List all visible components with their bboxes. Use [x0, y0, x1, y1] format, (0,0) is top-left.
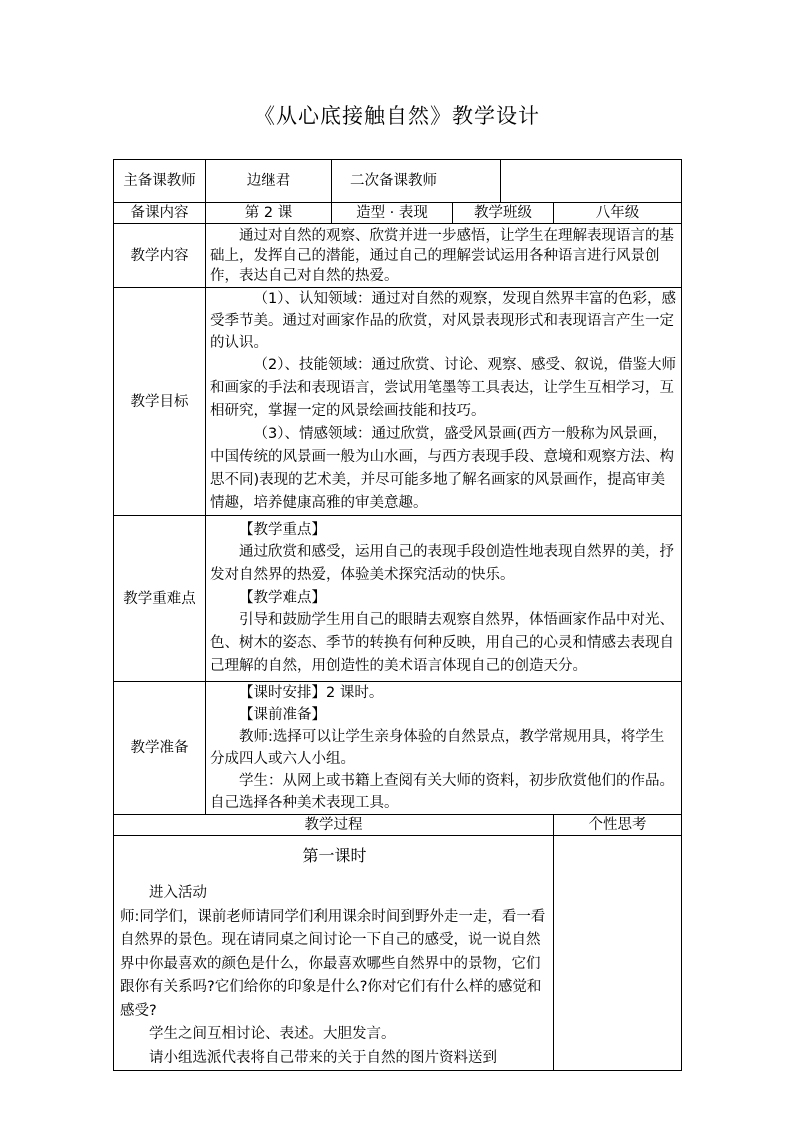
teaching-goals-label: 教学目标	[114, 288, 206, 516]
lesson-type: 造型 · 表现	[332, 203, 453, 224]
grade-value: 八年级	[554, 203, 682, 224]
process-paragraph: 师:同学们，课前老师请同学们利用课余时间到野外走一走，看一看自然界的景色。现在请同桌之间讨论一下自己的感受，说一说自然界中你最喜欢的颜色是什么，你最喜欢哪些自然界中的景物，它们跟你有关系吗?它们给你的印象是什么?你对它们有什么样的感觉和感受?	[120, 908, 546, 1019]
hours-text: 【课时安排】2 课时。	[239, 685, 384, 701]
reflection-header: 个性思考	[554, 815, 682, 836]
process-paragraph: 学生之间互相讨论、表述。大胆发言。	[149, 1026, 396, 1042]
key-points-text	[206, 516, 682, 682]
preparation-text	[206, 682, 682, 815]
table-row	[114, 203, 682, 224]
second-teacher-value	[501, 160, 682, 203]
student-prep-text: 学生：从网上或书籍上查阅有关大师的资料，初步欣赏他们的作品。自己选择各种美术表现工具。	[210, 773, 674, 811]
difficulty-text: 引导和鼓励学生用自己的眼睛去观察自然界，体悟画家作品中对光、色、树木的姿态、季节的转换有何种反映，用自己的心灵和情感去表现自己理解的自然，用创造性的美术语言体现自己的创造天分。	[210, 612, 674, 674]
reflection-cell	[554, 836, 682, 1071]
focus-text: 通过欣赏和感受，运用自己的表现手段创造性地表现自然界的美，抒发对自然界的热爱，体验美术探究活动的快乐。	[210, 544, 674, 583]
lesson-number: 第 2 课	[206, 203, 332, 224]
difficulty-title: 【教学难点】	[239, 590, 326, 606]
class-label: 教学班级	[453, 203, 554, 224]
preparation-label: 教学准备	[114, 682, 206, 815]
teaching-content-label: 教学内容	[114, 224, 206, 288]
pre-prep-title: 【课前准备】	[239, 707, 326, 723]
page-title: 《从心底接触自然》教学设计	[254, 104, 540, 128]
table-row	[114, 160, 682, 203]
table-row	[114, 224, 682, 288]
table-row	[114, 682, 682, 815]
table-row	[114, 836, 682, 1071]
main-teacher-label: 主备课教师	[114, 160, 206, 203]
teaching-goals-text	[206, 288, 682, 516]
process-paragraph: 请小组选派代表将自己带来的关于自然的图片资料送到	[149, 1049, 497, 1066]
goal-item: （2）、技能领域：通过欣赏、讨论、观察、感受、叙说，借鉴大师和画家的手法和表现语言，尝试用笔墨等工具表达，让学生互相学习，互相研究，掌握一定的风景绘画技能和技巧。	[210, 357, 676, 419]
main-teacher-value: 边继君	[206, 160, 332, 203]
lesson-title: 第一课时	[302, 846, 367, 865]
key-points-label: 教学重难点	[114, 516, 206, 682]
table-row	[114, 815, 682, 836]
goal-item: （1）、认知领域：通过对自然的观察，发现自然界丰富的色彩，感受季节美。通过对画家作品的欣赏，对风景表现形式和表现语言产生一定的认识。	[210, 291, 676, 351]
process-content	[114, 836, 554, 1071]
second-teacher-label: 二次备课教师	[332, 160, 501, 203]
table-row	[114, 516, 682, 682]
focus-title: 【教学重点】	[239, 522, 326, 538]
process-header: 教学过程	[114, 815, 554, 836]
lesson-content-label: 备课内容	[114, 203, 206, 224]
teaching-content-text: 通过对自然的观察、欣赏并进一步感悟，让学生在理解表现语言的基础上，发挥自己的潜能，通过自己的理解尝试运用各种语言进行风景创作，表达自己对自然的热爱。	[206, 224, 682, 288]
teacher-prep-text: 教师:选择可以让学生亲身体验的自然景点，教学常规用具，将学生分成四人或六人小组。	[210, 729, 665, 767]
lesson-plan-table	[113, 159, 682, 1071]
goal-item: （3）、情感领域：通过欣赏，盛受风景画(西方一般称为风景画，中国传统的风景画一般为山水画，与西方表现手段、意境和观察方法、构思不同)表现的艺术美，并尽可能多地了解名画家的风景画作，提高审美情趣，培养健康高雅的审美意趣。	[210, 426, 674, 511]
process-paragraph: 进入活动	[149, 885, 207, 901]
table-row	[114, 288, 682, 516]
